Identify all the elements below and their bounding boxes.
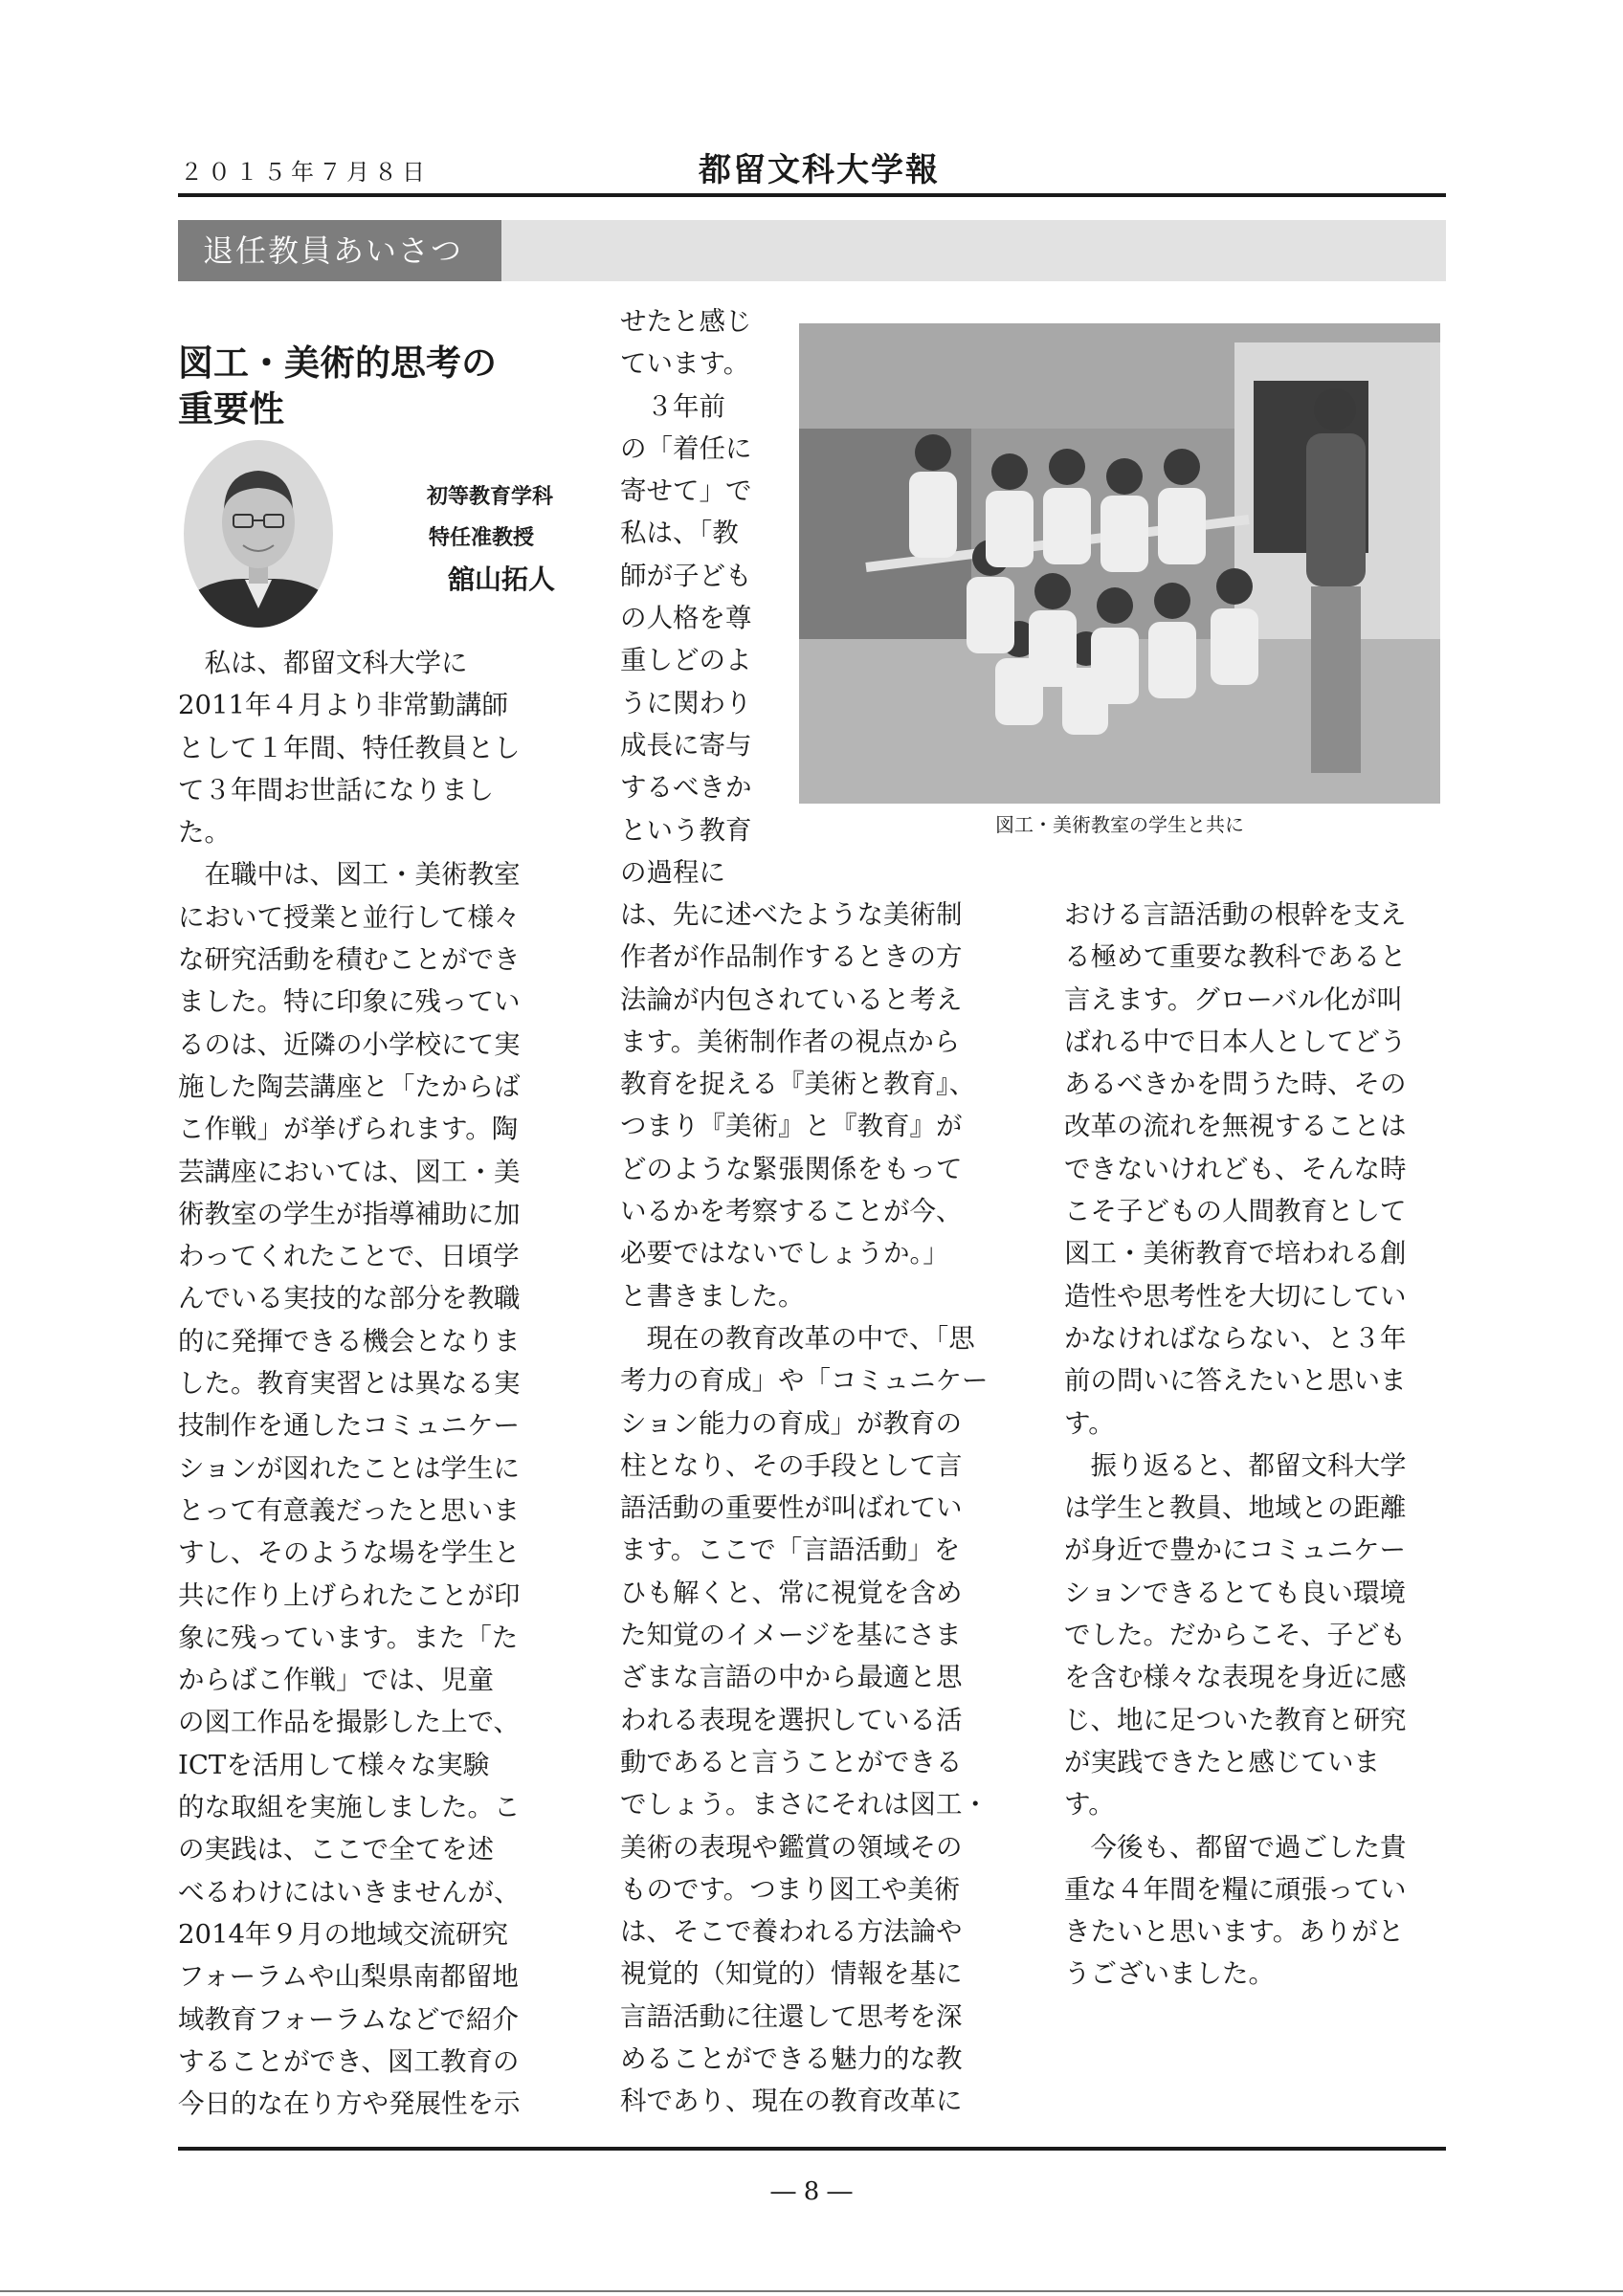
footer-rule [178,2147,1446,2151]
author-position: 特任准教授 [428,526,534,550]
page-edge-line [0,2290,1623,2292]
issue-date: ２０１５年７月８日 [180,159,430,186]
author-portrait [184,440,333,628]
author-name: 舘山拓人 [447,563,555,595]
article-body-column-2-lower: は、先に述べたような美術制 作者が作品制作するときの方 法論が内包されていると考え ます。美術制作者の視点から 教育を捉える『美術と教育』、 つまり『美術』と『教育』が どのような緊張関係をもって いるかを考察することが今、 必要ではないでしょうか。」 と書きました。 現在の教育改革の中で、「思 考力の育成」や「コミュニケー ション能力の育成」が教育の 柱となり、その手段として言 語活動の重要性が叫ばれてい ます。ここで「言語活動」を ひも解くと、常に視覚を含め た知覚のイメージを基にさま ざまな言語の中から最適と思 われる表現を選択している活 動であると言うことができる でしょう。まさにそれは図工・ 美術の表現や鑑賞の領域その ものです。つまり図工や美術 は、そこで養われる方法論や 視覚的（知覚的）情報を基に 言語活動に往還して思考を深 めることができる魅力的な教 科であり、現在の教育改革に [620,899,989,2117]
page-number: ― 8 ― [770,2177,853,2206]
section-label: 退任教員あいさつ [178,220,501,281]
article-body-column-2-upper: せたと感じ ています。 ３年前 の「着任に 寄せて」で 私は、「教 師が子ども の人格を尊 重しどのよ うに関わり 成長に寄与 するべきか という教育 の過程に [620,306,752,888]
header-rule [178,193,1446,197]
group-photo [799,323,1440,804]
photo-caption: 図工・美術教室の学生と共に [995,813,1244,836]
newspaper-title: 都留文科大学報 [699,151,940,189]
author-department: 初等教育学科 [426,485,553,509]
article-body-column-1: 私は、都留文科大学に 2011年４月より非常勤講師 として１年間、特任教員とし て３年間お世話になりまし た。 在職中は、図工・美術教室 において授業と並行して様々 な研究活動を積むことができ ました。特に印象に残ってい るのは、近隣の小学校にて実 施した陶芸講座と「たからば こ作戦」が挙げられます。陶 芸講座においては、図工・美 術教室の学生が指導補助に加 わってくれたことで、日頃学 んでいる実技的な部分を教職 的に発揮できる機会となりま した。教育実習とは異なる実 技制作を通したコミュニケー ションが図れたことは学生に とって有意義だったと思いま すし、そのような場を学生と 共に作り上げられたことが印 象に残っています。また「た からばこ作戦」では、児童 の図工作品を撮影した上で、 ICTを活用して様々な実験 的な取組を実施しました。こ の実践は、ここで全てを述 べるわけにはいきませんが、 2014年９月の地域交流研究 フォーラムや山梨県南都留地 域教育フォーラムなどで紹介 することができ、図工教育の 今日的な在り方や発展性を示 [178,648,521,2120]
article-title: 図工・美術的思考の 重要性 [178,342,497,430]
group-photo-image [799,323,1440,804]
article-body-column-3: おける言語活動の根幹を支え る極めて重要な教科であると 言えます。グローバル化が叫 ばれる中で日本人としてどう あるべきかを問うた時、その 改革の流れを無視することは できないけれども、そんな時 こそ子どもの人間教育として 図工・美術教育で培われる創 造性や思考性を大切にしてい かなければならない、と３年 前の問いに答えたいと思いま す。 振り返ると、都留文科大学 は学生と教員、地域との距離 が身近で豊かにコミュニケー ションできるとても良い環境 でした。だからこそ、子ども を含む様々な表現を身近に感 じ、地に足ついた教育と研究 が実践できたと感じていま す。 今後も、都留で過ごした貴 重な４年間を糧に頑張ってい きたいと思います。ありがと うございました。 [1064,899,1407,1990]
portrait-image [184,440,333,628]
